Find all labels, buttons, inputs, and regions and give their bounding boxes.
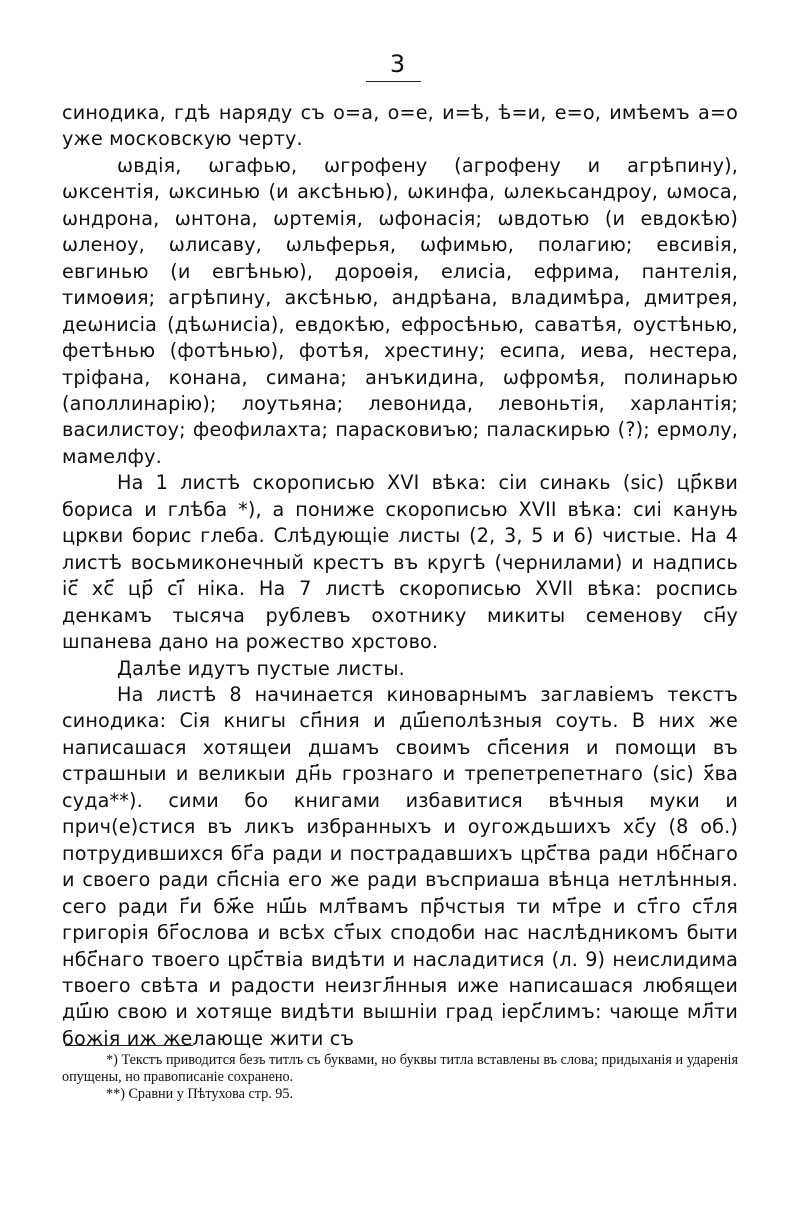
paragraph-intro: синодика, гдѣ наряду съ о=а, о=е, и=ѣ, ѣ=и, е=о, имѣемъ а=о уже московскую черту.: [62, 101, 738, 151]
paragraph-sheet-notes: На 1 листѣ скорописью XVI вѣка: сіи синакь (sic) цр҃кви бориса и глѣба *), а пониже скорописью XVII вѣка: сиі кануњ цркви борис глеба. Слѣдующіе листы (2, 3, 5 и 6) чистые. На 4 листѣ восьмиконечный крестъ въ кругѣ (чернилами) и надпись іс҃ хс҃ цр҃ сі҃ ніка. На 7 листѣ скорописью XVII вѣка: роспись денкамъ тысяча рублевъ охотнику микиты семенову сн҃у шпанева дано на рожество хрстово.: [62, 471, 738, 654]
page-number-rule: [366, 81, 421, 82]
paragraph-synodic-text: На листѣ 8 начинается киноварнымъ заглавіемъ текстъ синодика: Сія книгы сп҃ния и дш҃еполѣзныя соуть. В них же написашася хотящеи дшамъ своимъ сп҃сения и помощи въ страшныи и великыи дн҃ь грознаго и трепетрепетнаго (sic) х҃ва суда**). сими бо книгами избавитися вѣчныя муки и прич(е)стися въ ликъ избранныхъ и оугождьшихъ хс҃у (8 об.) потрудившихся бг҃а ради и пострадавшихъ црс҃тва ради нбс҃наго и своего ради сп҃сніа его же ради въсприаша вѣнца нетлѣнныя. сего ради г҃и бж҃е нш҃ь млт҃вамъ пр҃чстыя ти мт҃ре и ст҃го ст҃ля григорія бг҃ослова и всѣх ст҃ых сподоби нас наслѣдникомъ быти нбс҃наго твоего црс҃твіа видѣти и насладитися (л. 9) неислидима твоего свѣта и радости неизгл҃нныя иже написашася любящеи дш҃ю свою и хотяще видѣти вышніи град іерс҃лимъ: чающе мл҃ти божія иж желающе жити съ: [62, 682, 738, 1050]
footnote-rule: [65, 1045, 193, 1046]
footnote-1: *) Текстъ приводится безъ титлъ съ буквами, но буквы титла вставлены въ слова; придыханія и ударенія опущены, но правописаніе сохранено.: [62, 1052, 738, 1085]
footnotes: [62, 1052, 738, 1103]
paragraph-empty-sheets: Далѣе идутъ пустые листы.: [117, 656, 405, 680]
paragraph-name-list: ѡвдія, ѡгафью, ѡгрофену (агрофену и агрѣпину), ѡксентія, ѡксинью (и аксѣнью), ѡкинфа, ѡлекьсандроу, ѡмоса, ѡндрона, ѡнтона, ѡртемія, ѡфонасія; ѡвдотью (и евдокѣю) ѡленоу, ѡлисаву, ѡльферья, ѡфимью, полагию; евсивія, евгинью (и евгѣнью), дороѳія, елисіа, ефрима, пантелія, тимоѳия; агрѣпину, аксѣнью, андрѣана, владимѣра, дмитрея, деѡнисіа (дѣѡнисіа), евдокѣю, ефросѣнью, саватѣя, оустѣнью, фетѣнью (фотѣнью), фотѣя, хрестину; есипа, иева, нестера, тріфана, конана, симана; анъкидина, ѡфромѣя, полинарью (аполлинарію); лоутьяна; левонида, левоньтія, харлантія; василистоу; феофилахта; парасковиъю; паласкирью (?); ермолу, мамелфу.: [62, 153, 738, 468]
page-number: 3: [389, 50, 406, 78]
footnote-2: **) Сравни у Пѣтухова стр. 95.: [106, 1086, 294, 1102]
body-text: [62, 100, 738, 1052]
